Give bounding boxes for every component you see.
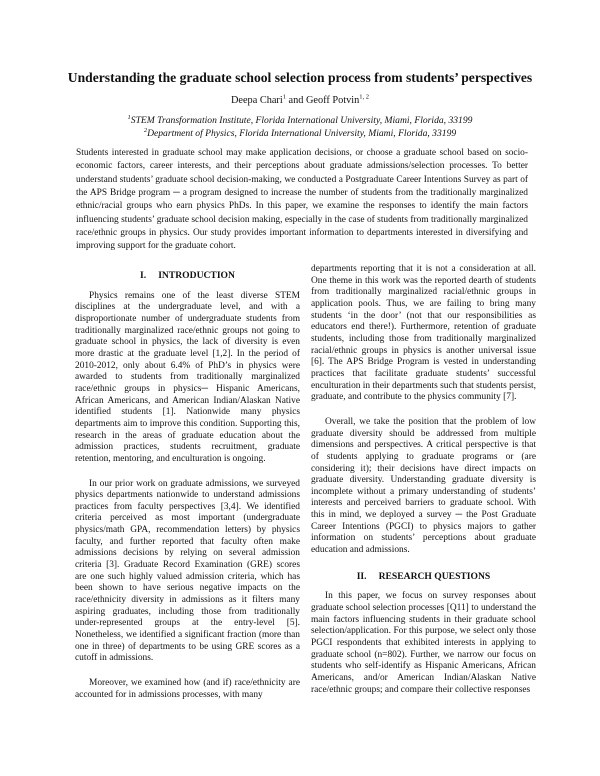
affiliation-text: STEM Transformation Institute, Florida International University, Miami, Florida, 33199: [130, 115, 473, 126]
author-conjunction: and: [285, 95, 306, 106]
right-column: [311, 264, 536, 696]
section-title: RESEARCH QUESTIONS: [378, 570, 491, 582]
affiliation-text: Department of Physics, Florida International University, Miami, Florida, 33199: [147, 128, 457, 139]
author-affiliation-mark: 1, 2: [359, 93, 370, 101]
paper-title: Understanding the graduate school selection process from students’ perspectives: [67, 70, 533, 85]
affiliation-mark: 1: [127, 113, 131, 121]
section-heading-introduction: [75, 270, 300, 282]
left-column: [75, 264, 300, 701]
abstract: Students interested in graduate school may make application decisions, or choose a graduate school based on socio-economic factors, career interests, and their perceptions about graduate admissions/selection processes. To better understand students’ graduate school decision-making, we conducted a Postgraduate Career Intentions Survey as part of the APS Bridge program ─ a program designed to increase the number of students from the traditionally marginalized ethnic/racial groups who earn physics PhDs. In this paper, we examine the responses to identify the main factors influencing students’ graduate school decision making, especially in the case of students from traditionally marginalized race/ethnic groups in physics. Our study provides important information to departments interested in diversifying and improving support for the graduate cohort.: [76, 148, 528, 252]
affiliation: [40, 115, 560, 126]
section-title: INTRODUCTION: [158, 270, 235, 281]
body-paragraph: In this paper, we focus on survey responses about graduate school selection processes [Q11] to understand the main factors influencing students in their graduate school selection/application. For this purpose, we select only those PGCI respondents that exhibited interests in applying to graduate school (n=802). Further, we narrow our focus on students who self-identify as Hispanic Americans, African Americans, and/or American Indian/Alaskan Native race/ethnic groups; and compare their collective responses: [311, 591, 536, 695]
affiliation: [40, 128, 560, 139]
author-name: Geoff Potvin: [305, 95, 360, 106]
body-paragraph: departments reporting that it is not a consideration at all. One theme in this work was the reported dearth of students from traditionally marginalized racial/ethnic groups in application pools. Thus, we are failing to bring many students ‘in the door’ (not that our responsibilities as educators end there!). Furthermore, retention of graduate students, including those from traditionally marginalized racial/ethnic groups in physics is another universal issue [6]. The APS Bridge Program is vested in understanding practices that facilitate graduate students’ successful enculturation in their departments such that students persist, graduate, and contribute to the physics community [7].: [311, 264, 536, 403]
body-paragraph: Overall, we take the position that the problem of low graduate diversity should be addressed from multiple dimensions and perspectives. A critical perspective is that of students applying to graduate programs or (are considering it); their decisions have direct impacts on graduate diversity. Understanding graduate diversity is incomplete without a primary understanding of students’ interests and perceived barriers to graduate school. With this in mind, we deployed a survey ─ the Post Graduate Career Intentions (PGCI) to physics majors to gather information on students’ perceptions about graduate education and admissions.: [311, 416, 536, 556]
body-paragraph: Moreover, we examined how (and if) race/ethnicity are accounted for in admissions processes, with many: [75, 678, 300, 700]
author-name: Deepa Chari: [230, 95, 283, 106]
author-line: [40, 95, 560, 106]
section-heading-research-questions: [311, 571, 536, 583]
author-affiliation-mark: 1: [282, 93, 286, 101]
body-paragraph: Physics remains one of the least diverse STEM disciplines at the undergraduate level, and with a disproportionate number of undergraduate students from traditionally marginalized race/ethnic groups not going to graduate school in physics, the lack of diversity is even more drastic at the graduate level [1,2]. In the period of 2010-2012, only about 6.4% of PhD’s in physics were awarded to students from traditionally marginalized race/ethnic groups in physics─ Hispanic Americans, African Americans, and American Indian/Alaskan Native identified students [1]. Nationwide many physics departments aim to improve this condition. Supporting this, research in the areas of graduate education about the admission practices, students recruitment, graduate retention, mentoring, and enculturation is ongoing.: [75, 290, 300, 464]
section-number: II.: [356, 570, 367, 582]
body-paragraph: In our prior work on graduate admissions, we surveyed physics departments nationwide to understand admissions practices from faculty perspectives [3,4]. We identified criteria perceived as most important (undergraduate physics/math GPA, recommendation letters) by physics faculty, and further reported that faculty often make admissions decisions by relying on several admission criteria [3]. Graduate Record Examination (GRE) scores are one such highly valued admission criteria, which has been shown to have serious negative impacts on the race/ethnicity diversity in admissions as it filters many aspiring graduates, including those from traditionally under-represented groups at the entry-level [5]. Nonetheless, we identified a significant fraction (more than one in three) of departments to be using GRE scores as a cutoff in admissions.: [75, 478, 300, 664]
affiliation-mark: 2: [143, 126, 148, 134]
section-number: I.: [140, 270, 147, 281]
